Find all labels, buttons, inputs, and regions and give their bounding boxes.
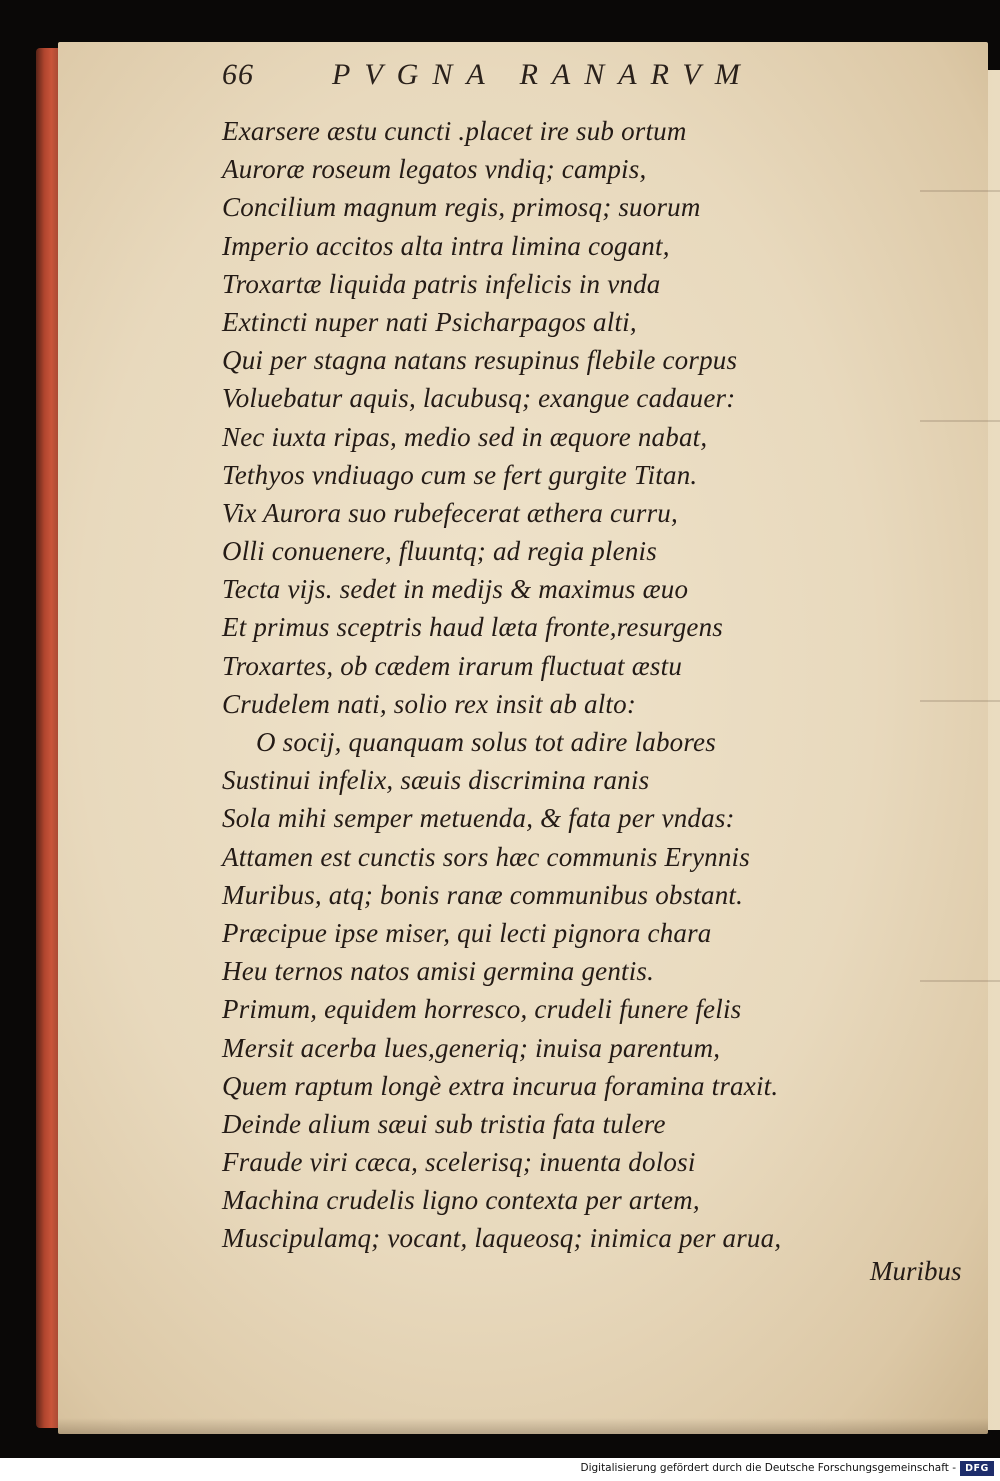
facing-page-line <box>920 980 1000 982</box>
verse-line: Sustinui infelix, sæuis discrimina ranis <box>222 765 650 796</box>
verse-line: Olli conuenere, fluuntq; ad regia plenis <box>222 536 657 567</box>
verse-line: Attamen est cunctis sors hæc communis Erynnis <box>222 841 750 872</box>
facing-page-line <box>920 420 1000 422</box>
catchword: Muribus <box>870 1256 962 1286</box>
verse-line: Et primus sceptris haud læta fronte,resurgens <box>222 612 723 643</box>
verse-line: Muscipulamq; vocant, laqueosq; inimica per arua, <box>222 1223 782 1254</box>
verse-line: Nec iuxta ripas, medio sed in æquore nabat, <box>222 421 708 452</box>
verse-line: Primum, equidem horresco, crudeli funere felis <box>222 994 742 1025</box>
verse-line: Tethyos vndiuago cum se fert gurgite Titan. <box>222 459 698 490</box>
page-number: 66 <box>222 58 254 91</box>
page-shadow <box>58 1418 988 1434</box>
dfg-logo: DFG <box>960 1461 994 1476</box>
verse-line: Heu ternos natos amisi germina gentis. <box>222 956 655 987</box>
verse-line: Troxartes, ob cædem irarum fluctuat æstu <box>222 650 683 681</box>
verse-line: Crudelem nati, solio rex insit ab alto: <box>222 688 637 719</box>
verse-line: Tecta vijs. sedet in medijs & maximus æuo <box>222 574 689 605</box>
verse-line: Auroræ roseum legatos vndiq; campis, <box>222 154 647 185</box>
funding-credit: Digitalisierung gefördert durch die Deutsche Forschungsgemeinschaft - <box>580 1462 956 1474</box>
facing-page-line <box>920 190 1000 192</box>
running-title: PVGNA RANARVM <box>332 58 754 91</box>
verse-line: Sola mihi semper metuenda, & fata per vndas: <box>222 803 735 834</box>
verse-line: Machina crudelis ligno contexta per artem, <box>222 1185 700 1216</box>
verse-line: Qui per stagna natans resupinus flebile corpus <box>222 345 738 376</box>
verse-line: Mersit acerba lues,generiq; inuisa parentum, <box>222 1032 721 1063</box>
verse-line: Vix Aurora suo rubefecerat æthera curru, <box>222 497 678 528</box>
running-head <box>222 58 862 106</box>
verse-line: Præcipue ipse miser, qui lecti pignora chara <box>222 917 712 948</box>
digitization-footer <box>0 1458 1000 1481</box>
verse-line: Imperio accitos alta intra limina cogant, <box>222 230 670 261</box>
verse-line: Concilium magnum regis, primosq; suorum <box>222 192 701 223</box>
verse-line: O socij, quanquam solus tot adire labores <box>256 727 716 757</box>
verse-line: Exarsere æstu cuncti .placet ire sub ortum <box>222 116 687 146</box>
verse-line: Deinde alium sæui sub tristia fata tulere <box>222 1108 666 1139</box>
verse-line: Quem raptum longè extra incurua foramina traxit. <box>222 1070 779 1101</box>
verse-line: Muribus, atq; bonis ranæ communibus obstant. <box>222 879 744 910</box>
verse-line: Extincti nuper nati Psicharpagos alti, <box>222 306 637 337</box>
verse-text <box>222 112 902 1258</box>
facing-page-line <box>920 700 1000 702</box>
verse-line: Fraude viri cæca, scelerisq; inuenta dolosi <box>222 1147 696 1178</box>
verse-line: Troxartæ liquida patris infelicis in vnda <box>222 268 661 299</box>
verse-line: Voluebatur aquis, lacubusq; exangue cadauer: <box>222 383 736 414</box>
